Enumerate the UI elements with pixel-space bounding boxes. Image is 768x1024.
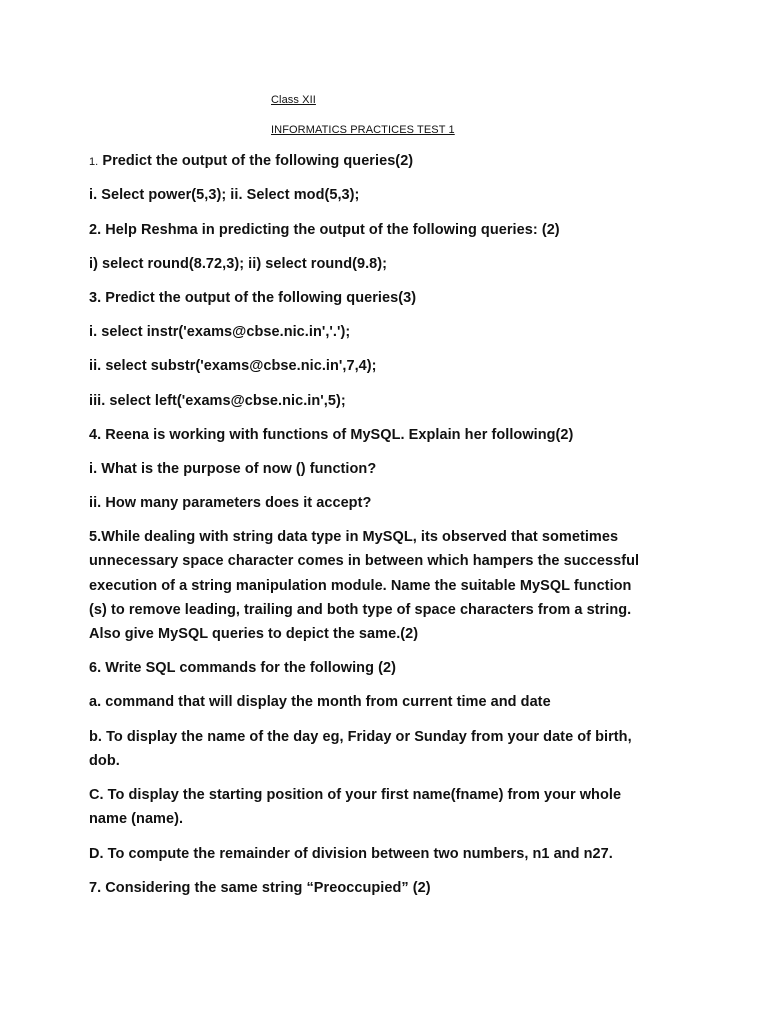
question-6-c-line-2: name (name). [89,811,184,827]
question-5-line-3: execution of a string manipulation module. Name the suitable MySQL function [89,578,632,594]
question-6-a: a. command that will display the month from current time and date [89,694,551,710]
question-5-line-2: unnecessary space character comes in between which hampers the successful [89,553,640,569]
question-1-number: 1. [89,156,99,168]
question-3-iii: iii. select left('exams@cbse.nic.in',5); [89,393,346,409]
question-5-line-4: (s) to remove leading, trailing and both type of space characters from a string. [89,602,632,618]
question-2-sub: i) select round(8.72,3); ii) select round(9.8); [89,256,388,272]
question-3: 3. Predict the output of the following queries(3) [89,290,417,306]
question-2: 2. Help Reshma in predicting the output of the following queries: (2) [89,222,560,238]
question-6-c-line-1: C. To display the starting position of your first name(fname) from your whole [89,787,622,803]
question-6-d: D. To compute the remainder of division between two numbers, n1 and n27. [89,846,613,862]
question-4: 4. Reena is working with functions of MySQL. Explain her following(2) [89,427,574,443]
question-6-b-line-1: b. To display the name of the day eg, Friday or Sunday from your date of birth, [89,729,632,745]
question-6-b-line-2: dob. [89,753,120,769]
question-4-ii: ii. How many parameters does it accept? [89,495,372,511]
question-1 [89,153,413,169]
question-5-line-1: 5.While dealing with string data type in MySQL, its observed that sometimes [89,529,619,545]
question-3-ii: ii. select substr('exams@cbse.nic.in',7,4); [89,358,377,374]
question-3-i: i. select instr('exams@cbse.nic.in','.'); [89,324,351,340]
question-1-sub: i. Select power(5,3); ii. Select mod(5,3); [89,187,360,203]
class-label: Class XII [271,94,316,106]
question-5-line-5: Also give MySQL queries to depict the same.(2) [89,626,419,642]
test-title: INFORMATICS PRACTICES TEST 1 [271,124,455,136]
question-6: 6. Write SQL commands for the following (2) [89,660,396,676]
question-1-text: Predict the output of the following queries(2) [98,153,414,169]
question-7: 7. Considering the same string “Preoccupied” (2) [89,880,431,896]
question-4-i: i. What is the purpose of now () function? [89,461,377,477]
